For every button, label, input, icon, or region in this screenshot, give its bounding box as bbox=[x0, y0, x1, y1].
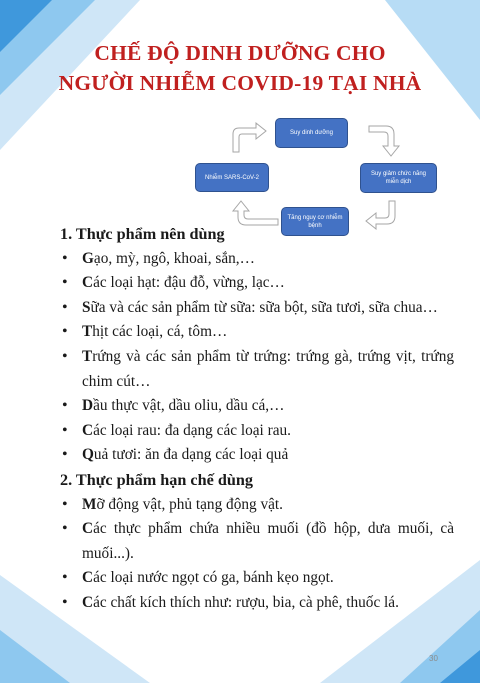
item-text: ác thực phẩm chứa nhiều muối (đồ hộp, dưa muối, cà muối...). bbox=[82, 520, 454, 562]
item-initial: Q bbox=[82, 446, 94, 464]
list-item bbox=[58, 566, 454, 591]
item-initial: S bbox=[82, 298, 91, 316]
bullet-icon: • bbox=[62, 249, 68, 267]
section-1-heading: 1. Thực phẩm nên dùng bbox=[60, 225, 225, 243]
diagram-node-top: Suy dinh dưỡng bbox=[275, 118, 348, 148]
item-text: ác loại nước ngọt có ga, bánh kẹo ngọt. bbox=[93, 569, 334, 587]
diagram-node-bottom: Tăng nguy cơ nhiễm bệnh bbox=[281, 207, 349, 236]
section-2-list bbox=[58, 493, 454, 616]
item-initial: C bbox=[82, 569, 94, 587]
list-item bbox=[58, 394, 454, 419]
item-initial: C bbox=[82, 593, 94, 611]
list-item bbox=[58, 517, 454, 566]
bullet-icon: • bbox=[62, 397, 68, 415]
section-2-heading: 2. Thực phẩm hạn chế dùng bbox=[60, 470, 253, 489]
list-item bbox=[58, 320, 454, 345]
title-line-1: CHẾ ĐỘ DINH DƯỠNG CHO bbox=[94, 41, 386, 65]
list-item bbox=[58, 247, 454, 272]
item-text: uả tươi: ăn đa dạng các loại quả bbox=[93, 446, 289, 464]
list-item bbox=[58, 271, 454, 296]
bullet-icon: • bbox=[62, 347, 68, 365]
item-initial: G bbox=[82, 249, 94, 267]
bullet-icon: • bbox=[62, 569, 68, 587]
bullet-icon: • bbox=[62, 446, 68, 464]
nutrition-content bbox=[58, 222, 454, 616]
item-text: hịt các loại, cá, tôm… bbox=[92, 323, 228, 341]
bullet-icon: • bbox=[62, 495, 68, 513]
item-initial: T bbox=[82, 347, 93, 365]
list-item bbox=[58, 296, 454, 321]
arrow-top-left-icon bbox=[233, 123, 266, 152]
title-line-2: NGƯỜI NHIỄM COVID-19 TẠI NHÀ bbox=[58, 71, 422, 95]
item-text: ác chất kích thích như: rượu, bia, cà phê, thuốc lá. bbox=[93, 593, 399, 611]
bullet-icon: • bbox=[62, 520, 68, 538]
list-item bbox=[58, 591, 454, 616]
item-initial: C bbox=[82, 274, 94, 292]
item-text: ầu thực vật, dầu oliu, dầu cá,… bbox=[93, 397, 285, 415]
page-number: 30 bbox=[429, 654, 438, 663]
item-text: ỡ động vật, phủ tạng động vật. bbox=[96, 495, 283, 513]
item-initial: C bbox=[82, 520, 94, 538]
item-text: ạo, mỳ, ngô, khoai, sắn,… bbox=[93, 249, 255, 267]
item-text: ác loại hạt: đậu đỗ, vừng, lạc… bbox=[93, 274, 285, 292]
section-1-list bbox=[58, 247, 454, 468]
bullet-icon: • bbox=[62, 274, 68, 292]
item-initial: C bbox=[82, 421, 94, 439]
list-item bbox=[58, 345, 454, 394]
item-text: ác loại rau: đa dạng các loại rau. bbox=[93, 421, 291, 439]
diagram-node-right: Suy giảm chức năng miễn dịch bbox=[360, 163, 437, 193]
bullet-icon: • bbox=[62, 593, 68, 611]
item-text: rứng và các sản phẩm từ trứng: trứng gà, trứng vịt, trứng chim cút… bbox=[82, 347, 454, 390]
item-initial: M bbox=[82, 495, 97, 513]
item-initial: T bbox=[82, 323, 93, 341]
item-initial: D bbox=[82, 397, 94, 415]
bullet-icon: • bbox=[62, 421, 68, 439]
list-item bbox=[58, 493, 454, 518]
list-item bbox=[58, 443, 454, 468]
bullet-icon: • bbox=[62, 298, 68, 316]
item-text: ữa và các sản phẩm từ sữa: sữa bột, sữa tươi, sữa chua… bbox=[90, 298, 438, 316]
list-item bbox=[58, 419, 454, 444]
bullet-icon: • bbox=[62, 323, 68, 341]
arrow-top-right-icon bbox=[369, 126, 399, 156]
diagram-node-left: Nhiễm SARS-CoV-2 bbox=[195, 163, 269, 192]
